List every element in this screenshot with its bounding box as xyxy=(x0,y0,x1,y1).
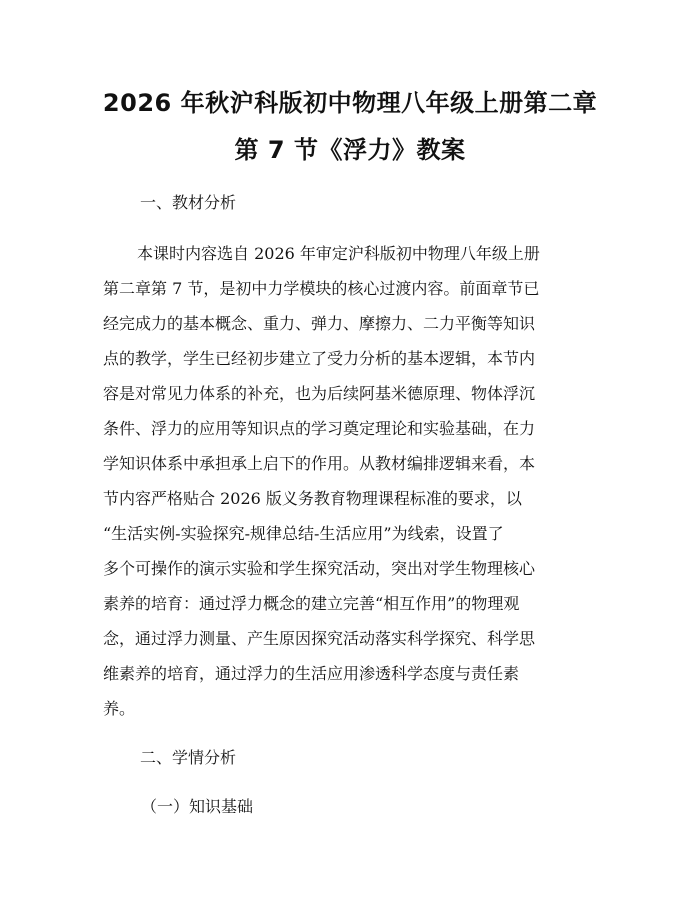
paragraph-line: 条件、浮力的应用等知识点的学习奠定理论和实验基础，在力 xyxy=(103,419,536,438)
subsection-heading-knowledge-base: （一）知识基础 xyxy=(141,797,254,816)
paragraph-line: 经完成力的基本概念、重力、弹力、摩擦力、二力平衡等知识 xyxy=(103,314,536,333)
paragraph-line: 点的教学，学生已经初步建立了受力分析的基本逻辑，本节内 xyxy=(103,349,536,368)
paragraph-line: 多个可操作的演示实验和学生探究活动，突出对学生物理核心 xyxy=(103,559,536,578)
paragraph-line: 容是对常见力体系的补充，也为后续阿基米德原理、物体浮沉 xyxy=(103,384,536,403)
paragraph-line: 素养的培育：通过浮力概念的建立完善“相互作用”的物理观 xyxy=(103,594,520,613)
paragraph-line: “生活实例-实验探究-规律总结-生活应用”为线索，设置了 xyxy=(103,524,504,543)
paragraph-line: 学知识体系中承担承上启下的作用。从教材编排逻辑来看，本 xyxy=(103,454,536,473)
paragraph-line: 养。 xyxy=(103,699,136,718)
paragraph-line: 维素养的培育，通过浮力的生活应用渗透科学态度与责任素 xyxy=(103,664,520,683)
section-paragraph xyxy=(103,236,603,726)
document-title-line-2: 第 7 节《浮力》教案 xyxy=(234,136,466,164)
paragraph-line: 本课时内容选自 2026 年审定沪科版初中物理八年级上册 xyxy=(137,244,540,263)
document-title-line-1: 2026 年秋沪科版初中物理八年级上册第二章 xyxy=(102,89,598,117)
section-heading-textbook-analysis: 一、教材分析 xyxy=(140,193,237,212)
section-heading-student-analysis: 二、学情分析 xyxy=(140,748,237,767)
paragraph-line: 念，通过浮力测量、产生原因探究活动落实科学探究、科学思 xyxy=(103,629,536,648)
paragraph-line: 节内容严格贴合 2026 版义务教育物理课程标准的要求，以 xyxy=(103,489,522,508)
paragraph-line: 第二章第 7 节，是初中力学模块的核心过渡内容。前面章节已 xyxy=(103,279,540,298)
